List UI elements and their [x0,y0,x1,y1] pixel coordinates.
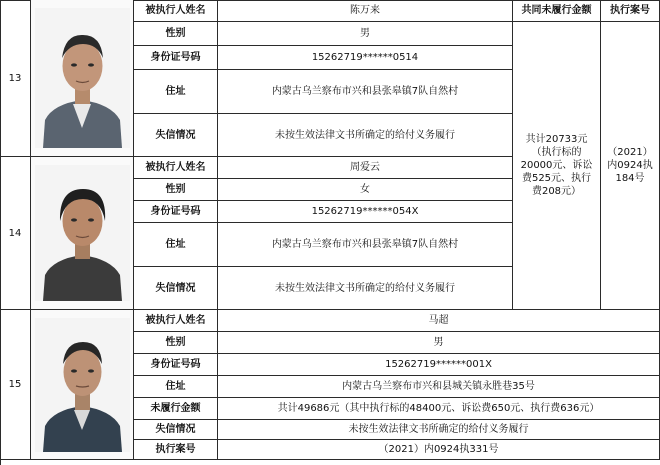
gender-value-14: 女 [218,179,513,201]
unpaid-value-15: 共计49686元（其中执行标的48400元、诉讼费650元、执行费636元） [218,398,660,420]
id-value-13: 15262719******0514 [218,46,513,70]
case-number-value-15: （2021）内0924执331号 [218,440,660,460]
dishonest-value-14: 未按生效法律文书所确定的给付义务履行 [218,267,513,310]
name-label-15: 被执行人姓名 [134,310,218,332]
person-portrait-icon [35,165,130,301]
address-value-14: 内蒙古乌兰察布市兴和县张皋镇7队自然村 [218,223,513,267]
name-value-13: 陈万来 [218,0,513,22]
unpaid-header: 共同未履行金额 [513,0,601,22]
name-value-14: 周爱云 [218,157,513,179]
id-label-13: 身份证号码 [134,46,218,70]
row-index-14: 14 [0,157,31,310]
address-label-15: 住址 [134,376,218,398]
gender-value-15: 男 [218,332,660,354]
person-portrait-icon [35,318,130,452]
gender-value-13: 男 [218,22,513,46]
id-label-14: 身份证号码 [134,201,218,223]
address-label-14: 住址 [134,223,218,267]
name-label-13: 被执行人姓名 [134,0,218,22]
person-portrait-icon [35,8,130,148]
unpaid-label-15: 未履行金额 [134,398,218,420]
address-value-13: 内蒙古乌兰察布市兴和县张皋镇7队自然村 [218,70,513,114]
portrait-photo-14 [31,157,134,310]
case-number-header: 执行案号 [601,0,660,22]
dishonest-label-13: 失信情况 [134,114,218,157]
id-value-14: 15262719******054X [218,201,513,223]
shared-case-number: （2021）内0924执184号 [601,22,660,310]
dishonest-label-14: 失信情况 [134,267,218,310]
id-value-15: 15262719******001X [218,354,660,376]
gender-label-14: 性别 [134,179,218,201]
row-index-13: 13 [0,0,31,157]
gender-label-13: 性别 [134,22,218,46]
portrait-photo-15 [31,310,134,460]
id-label-15: 身份证号码 [134,354,218,376]
row-index-15: 15 [0,310,31,460]
dishonest-label-15: 失信情况 [134,420,218,440]
gender-label-15: 性别 [134,332,218,354]
name-label-14: 被执行人姓名 [134,157,218,179]
address-label-13: 住址 [134,70,218,114]
dishonest-value-15: 未按生效法律文书所确定的给付义务履行 [218,420,660,440]
case-number-label-15: 执行案号 [134,440,218,460]
dishonest-value-13: 未按生效法律文书所确定的给付义务履行 [218,114,513,157]
shared-unpaid-amount: 共计20733元（执行标的20000元、诉讼费525元、执行费208元） [513,22,601,310]
name-value-15: 马超 [218,310,660,332]
address-value-15: 内蒙古乌兰察布市兴和县城关镇永胜巷35号 [218,376,660,398]
portrait-photo-13 [31,0,134,157]
